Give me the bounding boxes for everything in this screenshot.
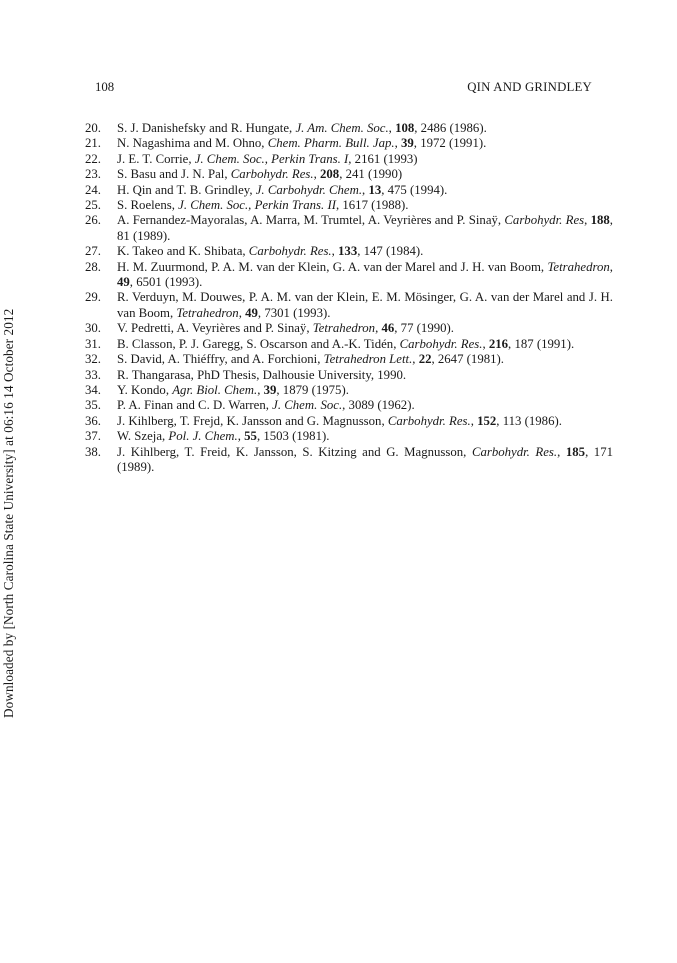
reference-segment: , — [412, 352, 419, 367]
reference-item — [85, 167, 613, 182]
reference-text — [117, 183, 613, 198]
reference-segment: , 2647 (1981). — [431, 352, 504, 367]
reference-item — [85, 213, 613, 244]
reference-number: 23. — [85, 167, 101, 182]
volume-number: 216 — [488, 336, 509, 351]
volume-number: 49 — [117, 275, 130, 290]
reference-segment: , 6501 (1993). — [129, 275, 203, 290]
journal-title: Chem. Pharm. Bull. Jap. — [267, 136, 395, 151]
reference-segment: , — [388, 121, 396, 135]
reference-text — [117, 429, 613, 444]
reference-number: 32. — [85, 352, 101, 367]
reference-segment: , 1617 (1988). — [335, 198, 409, 213]
journal-title: Carbohydr. Res. — [471, 444, 558, 459]
reference-item — [85, 198, 613, 213]
reference-segment: A. Fernandez-Mayoralas, A. Marra, M. Trumtel, A. Veyrières and P. Sinaÿ, — [117, 213, 505, 228]
reference-number: 38. — [85, 444, 101, 459]
reference-number: 34. — [85, 382, 101, 397]
volume-number: 49 — [245, 305, 258, 320]
reference-segment: S. J. Danishefsky and R. Hungate, — [117, 121, 296, 135]
reference-text — [117, 244, 613, 259]
reference-segment: R. Thangarasa, PhD Thesis, Dalhousie University, 1990. — [117, 367, 407, 382]
reference-text — [117, 213, 613, 244]
reference-segment: , 3089 (1962). — [342, 398, 415, 413]
reference-text — [117, 337, 613, 352]
reference-text — [117, 445, 613, 476]
reference-segment: S. Basu and J. N. Pal, — [117, 167, 231, 182]
journal-title: Tetrahedron Lett. — [323, 352, 413, 367]
reference-segment: Y. Kondo, — [117, 382, 173, 397]
reference-segment: , — [584, 213, 591, 228]
reference-segment: , — [470, 413, 478, 428]
volume-number: 152 — [477, 413, 497, 428]
reference-number: 31. — [85, 336, 101, 351]
reference-number: 28. — [85, 259, 101, 274]
volume-number: 39 — [263, 382, 277, 397]
reference-text — [117, 290, 613, 321]
journal-title: Carbohydr. Res — [504, 213, 585, 228]
reference-segment: B. Classon, P. J. Garegg, S. Oscarson and A.-K. Tidén, — [117, 336, 400, 351]
reference-segment: , 81 (1989). — [117, 213, 613, 243]
journal-title: Tetrahedron — [312, 321, 376, 336]
reference-item — [85, 445, 613, 476]
reference-segment: , 1503 (1981). — [256, 429, 330, 444]
journal-title: Agr. Biol. Chem. — [172, 382, 258, 397]
reference-segment: , — [557, 444, 566, 459]
volume-number: 133 — [338, 244, 358, 259]
volume-number: 55 — [244, 429, 257, 444]
reference-segment: , 2161 (1993) — [348, 151, 418, 166]
reference-segment: , — [331, 244, 339, 259]
reference-segment: , — [238, 305, 246, 320]
reference-segment: , 77 (1990). — [394, 321, 454, 336]
reference-item — [85, 244, 613, 259]
reference-text — [117, 260, 613, 291]
reference-segment: , — [482, 336, 489, 351]
reference-text — [117, 414, 613, 429]
reference-segment: J. E. T. Corrie, — [117, 151, 195, 166]
running-title: QIN AND GRINDLEY — [467, 80, 592, 94]
reference-segment: S. David, A. Thiéffry, and A. Forchioni, — [117, 352, 324, 367]
journal-title: Carbohydr. Res. — [248, 244, 332, 259]
reference-segment: , — [375, 321, 382, 336]
reference-segment: P. A. Finan and C. D. Warren, — [117, 398, 273, 413]
volume-number: 185 — [565, 444, 586, 459]
reference-number: 29. — [85, 290, 101, 305]
reference-text — [117, 198, 613, 213]
reference-number: 33. — [85, 367, 101, 382]
volume-number: 22 — [418, 352, 432, 367]
reference-number: 30. — [85, 321, 101, 336]
reference-number: 26. — [85, 213, 101, 228]
volume-number: 39 — [401, 136, 414, 151]
journal-title: Carbohydr. Res. — [387, 413, 471, 428]
reference-segment: R. Verduyn, M. Douwes, P. A. M. van der Klein, E. M. Mösinger, G. A. van der Marel and J. H. van Boom, — [117, 290, 613, 320]
reference-item — [85, 321, 613, 336]
journal-title: J. Chem. Soc. — [272, 398, 343, 413]
reference-text — [117, 368, 613, 383]
reference-item — [85, 260, 613, 291]
reference-segment: K. Takeo and K. Shibata, — [117, 244, 249, 259]
reference-text — [117, 136, 613, 151]
journal-title: Tetrahedron — [176, 305, 239, 320]
reference-segment: J. Kihlberg, T. Freid, K. Jansson, S. Kitzing and G. Magnusson, — [117, 444, 472, 459]
reference-number: 35. — [85, 398, 101, 413]
reference-text — [117, 321, 613, 336]
reference-segment: N. Nagashima and M. Ohno, — [117, 136, 268, 151]
volume-number: 208 — [320, 167, 340, 182]
reference-segment: H. Qin and T. B. Grindley, — [117, 182, 256, 197]
reference-item — [85, 337, 613, 352]
reference-segment: , — [609, 259, 613, 274]
journal-title: Tetrahedron — [547, 259, 610, 274]
page-number: 108 — [95, 80, 115, 94]
reference-text — [117, 167, 613, 182]
reference-segment: , 187 (1991). — [508, 336, 575, 351]
page-header — [95, 80, 592, 98]
reference-segment: , — [237, 429, 245, 444]
reference-number: 21. — [85, 136, 101, 151]
reference-segment: , — [313, 167, 320, 182]
reference-segment: , — [257, 382, 264, 397]
journal-title: J. Am. Chem. Soc. — [295, 121, 389, 135]
reference-segment: , 147 (1984). — [357, 244, 424, 259]
journal-title: Carbohydr. Res. — [230, 167, 314, 182]
download-watermark: Downloaded by [North Carolina State University] at 06:16 14 October 2012 — [1, 308, 16, 718]
journal-title: Carbohydr. Res. — [399, 336, 483, 351]
reference-segment: J. Kihlberg, T. Frejd, K. Jansson and G. Magnusson, — [117, 413, 388, 428]
journal-title: J. Chem. Soc., Perkin Trans. I — [194, 151, 349, 166]
volume-number: 108 — [395, 121, 415, 135]
reference-number: 22. — [85, 151, 101, 166]
reference-item — [85, 290, 613, 321]
reference-item — [85, 352, 613, 367]
reference-text — [117, 383, 613, 398]
journal-title: J. Chem. Soc., Perkin Trans. II — [178, 198, 336, 213]
reference-segment: , — [362, 182, 369, 197]
reference-text — [117, 121, 613, 136]
reference-segment: , 7301 (1993). — [257, 305, 331, 320]
reference-segment: , 241 (1990) — [339, 167, 403, 182]
volume-number: 13 — [368, 182, 382, 197]
reference-segment: , — [394, 136, 401, 151]
reference-segment: H. M. Zuurmond, P. A. M. van der Klein, G. A. van der Marel and J. H. van Boom, — [117, 259, 548, 274]
reference-item — [85, 429, 613, 444]
reference-segment: S. Roelens, — [117, 198, 179, 213]
reference-item — [85, 152, 613, 167]
reference-item — [85, 183, 613, 198]
reference-segment: , 2486 (1986). — [414, 121, 487, 135]
volume-number: 46 — [381, 321, 395, 336]
reference-item — [85, 414, 613, 429]
reference-segment: , 113 (1986). — [496, 413, 562, 428]
reference-segment: , 171 (1989). — [117, 444, 613, 474]
volume-number: 188 — [590, 213, 610, 228]
reference-number: 27. — [85, 244, 101, 259]
reference-item — [85, 383, 613, 398]
reference-number: 20. — [85, 121, 101, 135]
reference-text — [117, 152, 613, 167]
journal-title: Pol. J. Chem. — [168, 429, 238, 444]
reference-item — [85, 121, 613, 136]
reference-segment: , 475 (1994). — [381, 182, 448, 197]
reference-segment: , 1972 (1991). — [413, 136, 487, 151]
reference-number: 24. — [85, 182, 101, 197]
reference-list — [85, 121, 613, 475]
reference-segment: W. Szeja, — [117, 429, 169, 444]
reference-item — [85, 368, 613, 383]
reference-item — [85, 398, 613, 413]
journal-title: J. Carbohydr. Chem. — [255, 182, 363, 197]
reference-number: 25. — [85, 198, 101, 213]
reference-number: 36. — [85, 413, 101, 428]
reference-segment: V. Pedretti, A. Veyrières and P. Sinaÿ, — [117, 321, 313, 336]
reference-text — [117, 398, 613, 413]
reference-item — [85, 136, 613, 151]
reference-number: 37. — [85, 429, 101, 444]
reference-text — [117, 352, 613, 367]
reference-segment: , 1879 (1975). — [276, 382, 349, 397]
